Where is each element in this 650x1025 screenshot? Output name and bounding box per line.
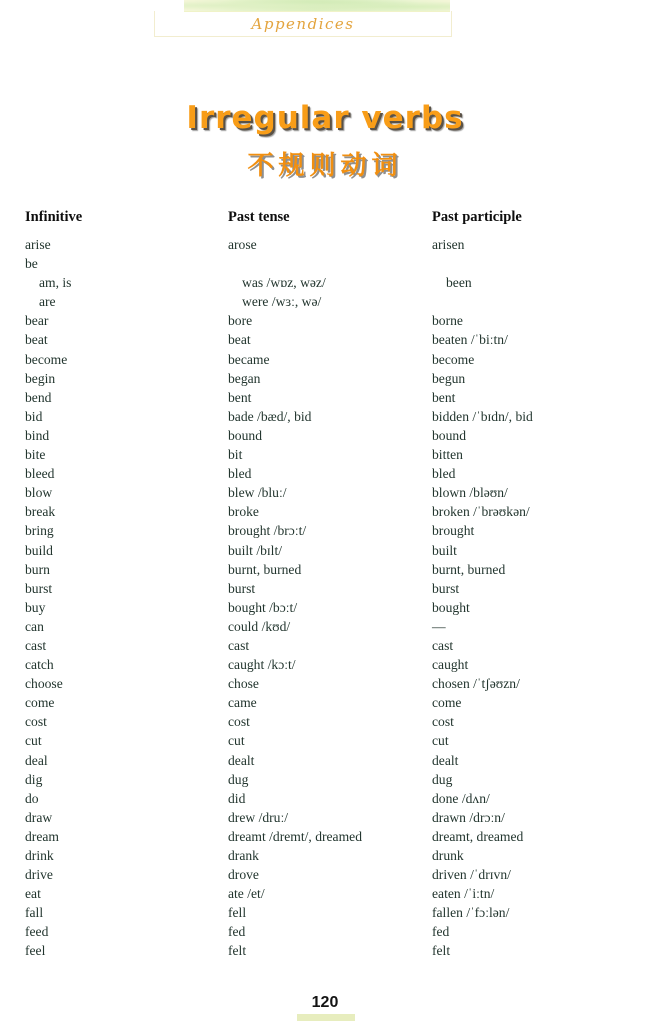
infinitive-cell: become: [25, 351, 68, 367]
table-row: [25, 426, 627, 445]
past-participle-cell: bent: [432, 389, 456, 405]
table-row: [25, 464, 627, 483]
past-participle-cell: broken /ˈbrəʊkən/: [432, 504, 530, 520]
table-row: [25, 770, 627, 789]
infinitive-cell: bind: [25, 427, 50, 443]
past-participle-cell: bought: [432, 599, 470, 615]
past-tense-cell: dug: [228, 771, 249, 787]
table-row: [25, 751, 627, 770]
infinitive-cell: fall: [25, 905, 44, 921]
table-row: [25, 827, 627, 846]
table-row: [25, 254, 627, 273]
infinitive-cell: buy: [25, 599, 46, 615]
past-tense-cell: arose: [228, 237, 257, 252]
infinitive-cell: eat: [25, 886, 41, 902]
table-row: [25, 865, 627, 884]
table-row: [25, 311, 627, 330]
infinitive-cell: choose: [25, 676, 63, 692]
past-tense-cell: cut: [228, 733, 245, 749]
infinitive-cell: cast: [25, 637, 47, 653]
past-tense-cell: ate /et/: [228, 886, 265, 902]
past-participle-cell: —: [432, 618, 446, 634]
past-participle-cell: chosen /ˈtʃəʊzn/: [432, 676, 520, 692]
infinitive-cell: beat: [25, 332, 48, 348]
past-tense-cell: beat: [228, 332, 251, 348]
table-row: [25, 273, 627, 292]
past-tense-cell: were /wɜː, wə/: [242, 294, 322, 310]
infinitive-cell: bleed: [25, 466, 55, 482]
infinitive-cell: bring: [25, 523, 54, 539]
past-tense-cell: drank: [228, 848, 259, 863]
table-row: [25, 483, 627, 502]
past-participle-cell: dug: [432, 771, 453, 787]
past-participle-cell: borne: [432, 313, 463, 329]
table-row: [25, 655, 627, 674]
past-participle-cell: cast: [432, 637, 454, 653]
infinitive-cell: do: [25, 790, 39, 806]
past-tense-cell: cast: [228, 637, 250, 653]
past-tense-cell: drove: [228, 867, 259, 883]
table-row: [25, 579, 627, 598]
table-header-row: [25, 208, 627, 226]
infinitive-cell: drink: [25, 848, 54, 863]
past-tense-cell: caught /kɔːt/: [228, 657, 296, 673]
past-participle-cell: beaten /ˈbiːtn/: [432, 332, 508, 348]
infinitive-cell: cost: [25, 714, 47, 730]
table-row: [25, 731, 627, 750]
infinitive-cell: burn: [25, 561, 50, 577]
past-tense-cell: [228, 254, 432, 273]
past-participle-cell: come: [432, 695, 462, 711]
infinitive-cell: begin: [25, 370, 56, 386]
past-tense-cell: began: [228, 370, 261, 386]
past-tense-cell: could /kʊd/: [228, 618, 291, 634]
past-participle-cell: eaten /ˈiːtn/: [432, 886, 495, 902]
infinitive-cell: am, is: [39, 275, 72, 291]
table-row: [25, 407, 627, 426]
table-row: [25, 922, 627, 941]
past-participle-cell: bitten: [432, 447, 463, 463]
infinitive-cell: bid: [25, 408, 43, 424]
infinitive-cell: dream: [25, 828, 59, 844]
past-tense-cell: bade /bæd/, bid: [228, 408, 312, 424]
page-number: 120: [311, 994, 339, 1011]
table-row: [25, 884, 627, 903]
infinitive-cell: bite: [25, 447, 46, 463]
table-body: [25, 235, 627, 961]
table-row: [25, 789, 627, 808]
infinitive-cell: catch: [25, 657, 54, 673]
past-participle-cell: cost: [432, 714, 454, 730]
infinitive-cell: deal: [25, 752, 48, 768]
past-participle-cell: done /dʌn/: [432, 790, 490, 806]
table-row: [25, 369, 627, 388]
infinitive-cell: be: [25, 256, 38, 272]
infinitive-cell: can: [25, 618, 44, 634]
table-row: [25, 941, 627, 960]
table-row: [25, 636, 627, 655]
infinitive-cell: draw: [25, 809, 53, 825]
past-tense-cell: cost: [228, 714, 250, 730]
infinitive-cell: come: [25, 695, 55, 711]
past-participle-cell: bound: [432, 427, 466, 443]
infinitive-cell: arise: [25, 237, 51, 252]
past-participle-cell: begun: [432, 370, 466, 386]
table-row: [25, 846, 627, 865]
past-participle-cell: [432, 254, 627, 273]
past-tense-cell: bore: [228, 313, 253, 329]
infinitive-cell: bear: [25, 313, 49, 329]
past-tense-cell: felt: [228, 943, 247, 959]
past-participle-cell: [446, 292, 627, 311]
table-row: [25, 388, 627, 407]
past-tense-cell: bought /bɔːt/: [228, 599, 298, 615]
table-row: [25, 350, 627, 369]
past-participle-cell: felt: [432, 943, 451, 959]
past-tense-cell: dealt: [228, 752, 255, 768]
column-header-past-tense: Past tense: [228, 209, 290, 225]
page-subtitle-chinese: 不规则动词: [247, 151, 403, 180]
past-tense-cell: bound: [228, 427, 262, 443]
appendices-label: Appendices: [251, 14, 355, 33]
infinitive-cell: build: [25, 542, 53, 558]
column-header-infinitive: Infinitive: [25, 209, 83, 225]
past-tense-cell: built /bɪlt/: [228, 542, 283, 558]
past-tense-cell: blew /bluː/: [228, 485, 287, 501]
past-tense-cell: bled: [228, 466, 252, 482]
table-row: [25, 521, 627, 540]
table-row: [25, 502, 627, 521]
table-row: [25, 674, 627, 693]
past-tense-cell: chose: [228, 676, 259, 692]
past-tense-cell: fell: [228, 905, 247, 921]
past-participle-cell: cut: [432, 733, 449, 749]
past-participle-cell: fallen /ˈfɔːlən/: [432, 905, 510, 921]
past-participle-cell: dreamt, dreamed: [432, 828, 524, 844]
infinitive-cell: burst: [25, 580, 53, 596]
table-row: [25, 560, 627, 579]
past-tense-cell: burst: [228, 580, 256, 596]
past-tense-cell: came: [228, 695, 257, 711]
past-participle-cell: built: [432, 542, 457, 558]
page-title: Irregular verbs: [186, 100, 464, 136]
past-participle-cell: bled: [432, 466, 456, 482]
past-participle-cell: arisen: [432, 237, 465, 252]
table-row: [25, 598, 627, 617]
past-tense-cell: fed: [228, 924, 246, 940]
infinitive-cell: bend: [25, 389, 52, 405]
table-row: [25, 903, 627, 922]
past-tense-cell: bit: [228, 447, 243, 463]
infinitive-cell: cut: [25, 733, 42, 749]
past-participle-cell: drunk: [432, 848, 464, 863]
past-participle-cell: dealt: [432, 752, 459, 768]
table-row: [25, 617, 627, 636]
table-row: [25, 808, 627, 827]
infinitive-cell: are: [39, 294, 56, 310]
past-tense-cell: did: [228, 790, 246, 806]
page-number-bar: [297, 1014, 355, 1021]
past-participle-cell: blown /bləʊn/: [432, 485, 508, 501]
infinitive-cell: feel: [25, 943, 46, 959]
past-tense-cell: dreamt /dremt/, dreamed: [228, 828, 362, 844]
past-participle-cell: burnt, burned: [432, 561, 506, 577]
infinitive-cell: blow: [25, 485, 53, 501]
infinitive-cell: dig: [25, 771, 43, 787]
past-participle-cell: brought: [432, 523, 475, 539]
table-row: [25, 445, 627, 464]
past-participle-cell: burst: [432, 580, 460, 596]
past-tense-cell: became: [228, 351, 270, 367]
past-tense-cell: burnt, burned: [228, 561, 302, 577]
past-participle-cell: fed: [432, 924, 450, 940]
infinitive-cell: break: [25, 504, 56, 520]
past-tense-cell: bent: [228, 389, 252, 405]
table-row: [25, 693, 627, 712]
past-tense-cell: brought /brɔːt/: [228, 523, 307, 539]
past-participle-cell: bidden /ˈbɪdn/, bid: [432, 408, 533, 424]
past-participle-cell: become: [432, 351, 475, 367]
table-row: [25, 292, 627, 311]
past-tense-cell: broke: [228, 504, 259, 520]
past-participle-cell: driven /ˈdrɪvn/: [432, 867, 511, 883]
table-row: [25, 235, 627, 254]
past-participle-cell: drawn /drɔːn/: [432, 809, 505, 825]
table-row: [25, 541, 627, 560]
past-tense-cell: drew /druː/: [228, 809, 289, 825]
irregular-verbs-table: [25, 208, 627, 961]
table-row: [25, 330, 627, 349]
infinitive-cell: feed: [25, 924, 49, 940]
infinitive-cell: drive: [25, 867, 53, 883]
appendices-header-box: [154, 11, 452, 37]
column-header-past-participle: Past participle: [432, 209, 522, 225]
past-participle-cell: caught: [432, 657, 469, 673]
past-tense-cell: was /wɒz, wəz/: [242, 275, 326, 291]
past-participle-cell: been: [446, 275, 472, 291]
table-row: [25, 712, 627, 731]
